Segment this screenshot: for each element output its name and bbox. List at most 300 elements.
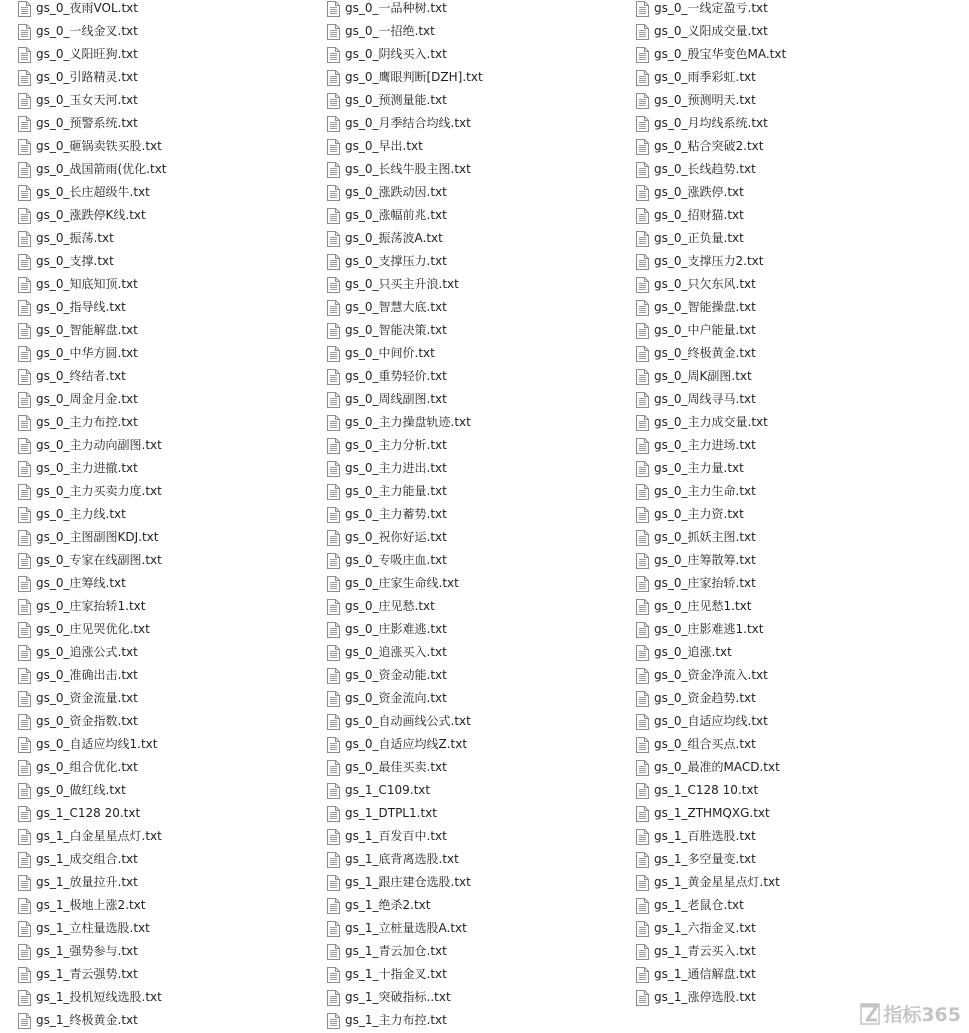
file-name: gs_0_阴线买入.txt: [345, 47, 447, 61]
file-item[interactable]: [327, 20, 636, 43]
text-file-icon: [636, 254, 649, 270]
file-name: gs_0_庄见愁.txt: [345, 599, 435, 613]
file-item[interactable]: [18, 0, 327, 20]
file-item[interactable]: [636, 457, 945, 480]
text-file-icon: [327, 208, 340, 224]
file-name: gs_0_主力能量.txt: [345, 484, 447, 498]
file-name: gs_0_振荡.txt: [36, 231, 114, 245]
file-item[interactable]: [636, 687, 945, 710]
text-file-icon: [327, 967, 340, 983]
file-item[interactable]: [18, 986, 327, 1009]
text-file-icon: [18, 553, 31, 569]
file-item[interactable]: [636, 319, 945, 342]
file-item[interactable]: [636, 848, 945, 871]
file-name: gs_0_月均线系统.txt: [654, 116, 768, 130]
file-name: gs_0_主图副图KDJ.txt: [36, 530, 159, 544]
file-item[interactable]: [636, 434, 945, 457]
file-name: gs_0_正负量.txt: [654, 231, 744, 245]
file-name: gs_0_主力操盘轨迹.txt: [345, 415, 471, 429]
file-item[interactable]: [18, 503, 327, 526]
file-item[interactable]: [18, 43, 327, 66]
file-name: gs_0_预警系统.txt: [36, 116, 138, 130]
file-name: gs_0_终结者.txt: [36, 369, 126, 383]
file-name: gs_0_长庄超级牛.txt: [36, 185, 150, 199]
file-name: gs_0_自适应均线.txt: [654, 714, 768, 728]
file-name: gs_1_涨停选股.txt: [654, 990, 756, 1004]
file-item[interactable]: [327, 940, 636, 963]
file-item[interactable]: [636, 526, 945, 549]
file-item[interactable]: [327, 963, 636, 986]
text-file-icon: [636, 415, 649, 431]
file-item[interactable]: [18, 917, 327, 940]
file-name: gs_1_ZTHMQXG.txt: [654, 806, 770, 820]
file-name: gs_1_放量拉升.txt: [36, 875, 138, 889]
text-file-icon: [327, 576, 340, 592]
file-item[interactable]: [636, 963, 945, 986]
file-name: gs_0_指导线.txt: [36, 300, 126, 314]
text-file-icon: [327, 392, 340, 408]
file-item[interactable]: [18, 20, 327, 43]
text-file-icon: [636, 277, 649, 293]
file-name: gs_0_周K副图.txt: [654, 369, 752, 383]
file-name: gs_0_长线牛股主图.txt: [345, 162, 471, 176]
file-item[interactable]: [18, 66, 327, 89]
file-name: gs_0_主力蓄势.txt: [345, 507, 447, 521]
file-name: gs_0_资金流向.txt: [345, 691, 447, 705]
file-name: gs_0_支撑压力2.txt: [654, 254, 764, 268]
file-item[interactable]: [636, 20, 945, 43]
file-item[interactable]: [636, 204, 945, 227]
text-file-icon: [636, 231, 649, 247]
text-file-icon: [327, 507, 340, 523]
file-name: gs_0_主力买卖力度.txt: [36, 484, 162, 498]
file-item[interactable]: [636, 825, 945, 848]
file-name: gs_0_追涨买入.txt: [345, 645, 447, 659]
file-name: gs_0_自动画线公式.txt: [345, 714, 471, 728]
file-item[interactable]: [18, 273, 327, 296]
file-item[interactable]: [18, 940, 327, 963]
text-file-icon: [18, 346, 31, 362]
text-file-icon: [18, 24, 31, 40]
file-item[interactable]: [18, 158, 327, 181]
watermark-text: 指标365: [883, 1004, 961, 1026]
file-item[interactable]: [18, 618, 327, 641]
file-item[interactable]: [18, 181, 327, 204]
file-item[interactable]: [636, 710, 945, 733]
file-item[interactable]: [18, 1009, 327, 1032]
file-item[interactable]: [327, 733, 636, 756]
file-name: gs_0_粘合突破2.txt: [654, 139, 764, 153]
file-name: gs_0_抓妖主图.txt: [654, 530, 756, 544]
file-name: gs_0_智能决策.txt: [345, 323, 447, 337]
file-item[interactable]: [636, 0, 945, 20]
file-item[interactable]: [636, 572, 945, 595]
text-file-icon: [18, 323, 31, 339]
file-name: gs_0_玉女天河.txt: [36, 93, 138, 107]
file-item[interactable]: [327, 710, 636, 733]
text-file-icon: [636, 921, 649, 937]
file-item[interactable]: [18, 227, 327, 250]
text-file-icon: [18, 576, 31, 592]
text-file-icon: [18, 438, 31, 454]
file-item[interactable]: [18, 112, 327, 135]
file-item[interactable]: [327, 0, 636, 20]
file-name: gs_1_C128 20.txt: [36, 806, 141, 820]
file-item[interactable]: [18, 871, 327, 894]
file-item[interactable]: [636, 779, 945, 802]
file-item[interactable]: [636, 66, 945, 89]
file-item[interactable]: [327, 181, 636, 204]
file-name: gs_0_只欠东风.txt: [654, 277, 756, 291]
file-item[interactable]: [327, 986, 636, 1009]
file-name: gs_0_殷宝华变色MA.txt: [654, 47, 787, 61]
file-item[interactable]: [18, 457, 327, 480]
file-name: gs_0_预测量能.txt: [345, 93, 447, 107]
file-item[interactable]: [18, 825, 327, 848]
file-name: gs_0_周线寻马.txt: [654, 392, 756, 406]
file-item[interactable]: [636, 388, 945, 411]
file-item[interactable]: [18, 296, 327, 319]
text-file-icon: [636, 70, 649, 86]
text-file-icon: [636, 714, 649, 730]
text-file-icon: [18, 714, 31, 730]
file-name: gs_0_周金月金.txt: [36, 392, 138, 406]
text-file-icon: [327, 139, 340, 155]
text-file-icon: [18, 944, 31, 960]
file-item[interactable]: [636, 365, 945, 388]
file-name: gs_0_资金趋势.txt: [654, 691, 756, 705]
text-file-icon: [327, 185, 340, 201]
file-item[interactable]: [327, 848, 636, 871]
file-item[interactable]: [327, 204, 636, 227]
text-file-icon: [636, 898, 649, 914]
text-file-icon: [636, 875, 649, 891]
file-item[interactable]: [636, 618, 945, 641]
text-file-icon: [18, 231, 31, 247]
text-file-icon: [327, 714, 340, 730]
file-name: gs_0_庄筹线.txt: [36, 576, 126, 590]
file-item[interactable]: [18, 434, 327, 457]
text-file-icon: [327, 369, 340, 385]
file-item[interactable]: [18, 411, 327, 434]
file-item[interactable]: [327, 135, 636, 158]
file-item[interactable]: [327, 595, 636, 618]
file-name: gs_0_一招绝.txt: [345, 24, 435, 38]
text-file-icon: [18, 967, 31, 983]
file-item[interactable]: [18, 250, 327, 273]
file-name: gs_1_终极黄金.txt: [36, 1013, 138, 1027]
file-item[interactable]: [18, 365, 327, 388]
file-item[interactable]: [327, 319, 636, 342]
file-item[interactable]: [18, 135, 327, 158]
file-item[interactable]: [327, 434, 636, 457]
file-item[interactable]: [18, 572, 327, 595]
text-file-icon: [327, 852, 340, 868]
file-item[interactable]: [636, 733, 945, 756]
text-file-icon: [18, 415, 31, 431]
text-file-icon: [327, 921, 340, 937]
text-file-icon: [636, 645, 649, 661]
text-file-icon: [636, 369, 649, 385]
text-file-icon: [18, 783, 31, 799]
file-item[interactable]: [636, 756, 945, 779]
file-item[interactable]: [18, 963, 327, 986]
file-item[interactable]: [327, 917, 636, 940]
file-item[interactable]: [636, 664, 945, 687]
text-file-icon: [18, 461, 31, 477]
text-file-icon: [327, 530, 340, 546]
file-name: gs_0_资金净流入.txt: [654, 668, 768, 682]
file-item[interactable]: [327, 342, 636, 365]
file-name: gs_1_C128 10.txt: [654, 783, 759, 797]
file-name: gs_0_长线趋势.txt: [654, 162, 756, 176]
file-item[interactable]: [18, 641, 327, 664]
file-item[interactable]: [18, 204, 327, 227]
text-file-icon: [18, 921, 31, 937]
file-name: gs_0_招财猫.txt: [654, 208, 744, 222]
file-name: gs_0_战国箭雨(优化.txt: [36, 162, 167, 176]
file-name: gs_0_主力线.txt: [36, 507, 126, 521]
file-item[interactable]: [327, 503, 636, 526]
text-file-icon: [18, 392, 31, 408]
text-file-icon: [636, 944, 649, 960]
file-name: gs_1_青云强势.txt: [36, 967, 138, 981]
file-item[interactable]: [327, 618, 636, 641]
file-item[interactable]: [18, 89, 327, 112]
file-item[interactable]: [327, 457, 636, 480]
file-item[interactable]: [636, 894, 945, 917]
file-item[interactable]: [636, 250, 945, 273]
file-item[interactable]: [327, 411, 636, 434]
file-item[interactable]: [327, 756, 636, 779]
file-name: gs_0_涨跌动因.txt: [345, 185, 447, 199]
file-item[interactable]: [636, 595, 945, 618]
file-item[interactable]: [636, 342, 945, 365]
text-file-icon: [636, 208, 649, 224]
file-name: gs_0_主力进出.txt: [345, 461, 447, 475]
file-item[interactable]: [327, 365, 636, 388]
file-item[interactable]: [636, 43, 945, 66]
file-item[interactable]: [327, 250, 636, 273]
file-item[interactable]: [327, 687, 636, 710]
file-name: gs_0_中华方圆.txt: [36, 346, 138, 360]
text-file-icon: [636, 622, 649, 638]
text-file-icon: [18, 369, 31, 385]
file-name: gs_0_自适应均线1.txt: [36, 737, 158, 751]
file-name: gs_0_准确出击.txt: [36, 668, 138, 682]
text-file-icon: [327, 691, 340, 707]
text-file-icon: [636, 553, 649, 569]
file-name: gs_0_主力动向副图.txt: [36, 438, 162, 452]
file-item[interactable]: [18, 894, 327, 917]
text-file-icon: [327, 277, 340, 293]
text-file-icon: [636, 1, 649, 17]
file-item[interactable]: [327, 158, 636, 181]
file-item[interactable]: [327, 388, 636, 411]
file-item[interactable]: [636, 181, 945, 204]
file-item[interactable]: [636, 112, 945, 135]
file-item[interactable]: [18, 319, 327, 342]
file-name: gs_0_义阳旺狗.txt: [36, 47, 138, 61]
text-file-icon: [636, 967, 649, 983]
text-file-icon: [636, 806, 649, 822]
file-name: gs_0_雨季彩虹.txt: [654, 70, 756, 84]
file-item[interactable]: [636, 549, 945, 572]
file-item[interactable]: [327, 779, 636, 802]
file-name: gs_1_多空量变.txt: [654, 852, 756, 866]
file-item[interactable]: [327, 664, 636, 687]
file-item[interactable]: [18, 388, 327, 411]
file-item[interactable]: [327, 572, 636, 595]
file-item[interactable]: [18, 687, 327, 710]
file-item[interactable]: [18, 526, 327, 549]
file-item[interactable]: [636, 411, 945, 434]
text-file-icon: [18, 70, 31, 86]
file-item[interactable]: [327, 1009, 636, 1032]
file-item[interactable]: [18, 664, 327, 687]
text-file-icon: [636, 392, 649, 408]
text-file-icon: [18, 1013, 31, 1029]
file-name: gs_0_追涨公式.txt: [36, 645, 138, 659]
file-name: gs_0_主力布控.txt: [36, 415, 138, 429]
file-item[interactable]: [636, 296, 945, 319]
text-file-icon: [18, 645, 31, 661]
file-item[interactable]: [18, 480, 327, 503]
file-item[interactable]: [327, 480, 636, 503]
file-item[interactable]: [636, 135, 945, 158]
text-file-icon: [636, 507, 649, 523]
file-list: [18, 0, 958, 1032]
file-item[interactable]: [636, 940, 945, 963]
text-file-icon: [18, 806, 31, 822]
file-item[interactable]: [636, 871, 945, 894]
text-file-icon: [327, 346, 340, 362]
watermark: [860, 1000, 961, 1027]
file-item[interactable]: [636, 158, 945, 181]
file-name: gs_0_主力成交量.txt: [654, 415, 768, 429]
file-name: gs_1_投机短线选股.txt: [36, 990, 162, 1004]
text-file-icon: [636, 185, 649, 201]
text-file-icon: [18, 622, 31, 638]
file-name: gs_0_主力进场.txt: [654, 438, 756, 452]
text-file-icon: [636, 576, 649, 592]
file-name: gs_0_中间价.txt: [345, 346, 435, 360]
file-item[interactable]: [327, 871, 636, 894]
file-item[interactable]: [327, 894, 636, 917]
file-item[interactable]: [327, 66, 636, 89]
text-file-icon: [636, 300, 649, 316]
file-item[interactable]: [327, 296, 636, 319]
file-item[interactable]: [636, 273, 945, 296]
file-item[interactable]: [327, 641, 636, 664]
file-name: gs_1_极地上涨2.txt: [36, 898, 146, 912]
file-item[interactable]: [18, 802, 327, 825]
text-file-icon: [636, 852, 649, 868]
file-name: gs_0_庄家抬轿.txt: [654, 576, 756, 590]
file-item[interactable]: [18, 779, 327, 802]
file-name: gs_0_支撑.txt: [36, 254, 114, 268]
file-name: gs_1_百发百中.txt: [345, 829, 447, 843]
text-file-icon: [18, 530, 31, 546]
file-item[interactable]: [18, 848, 327, 871]
text-file-icon: [327, 116, 340, 132]
file-item[interactable]: [327, 526, 636, 549]
file-name: gs_0_涨跌停.txt: [654, 185, 744, 199]
text-file-icon: [18, 47, 31, 63]
text-file-icon: [636, 93, 649, 109]
file-item[interactable]: [636, 89, 945, 112]
file-item[interactable]: [18, 342, 327, 365]
file-name: gs_1_老鼠仓.txt: [654, 898, 744, 912]
text-file-icon: [636, 24, 649, 40]
file-item[interactable]: [636, 503, 945, 526]
text-file-icon: [327, 737, 340, 753]
file-item[interactable]: [18, 733, 327, 756]
text-file-icon: [327, 300, 340, 316]
file-name: gs_0_资金指数.txt: [36, 714, 138, 728]
file-name: gs_0_庄筹散筹.txt: [654, 553, 756, 567]
file-name: gs_0_一品种树.txt: [345, 1, 447, 15]
file-item[interactable]: [18, 549, 327, 572]
file-item[interactable]: [636, 802, 945, 825]
file-name: gs_1_立桩量选股A.txt: [345, 921, 467, 935]
file-item[interactable]: [327, 825, 636, 848]
watermark-logo-icon: [860, 1003, 880, 1025]
text-file-icon: [327, 70, 340, 86]
file-item[interactable]: [636, 917, 945, 940]
text-file-icon: [327, 461, 340, 477]
file-item[interactable]: [327, 802, 636, 825]
file-name: gs_1_底背离选股.txt: [345, 852, 459, 866]
file-item[interactable]: [327, 549, 636, 572]
file-item[interactable]: [327, 273, 636, 296]
file-name: gs_0_涨跌停K线.txt: [36, 208, 146, 222]
text-file-icon: [18, 93, 31, 109]
file-item[interactable]: [327, 89, 636, 112]
text-file-icon: [18, 852, 31, 868]
text-file-icon: [327, 829, 340, 845]
text-file-icon: [18, 1, 31, 17]
text-file-icon: [327, 668, 340, 684]
file-item[interactable]: [327, 112, 636, 135]
file-name: gs_0_追涨.txt: [654, 645, 732, 659]
text-file-icon: [18, 737, 31, 753]
file-name: gs_1_六指金叉.txt: [654, 921, 756, 935]
text-file-icon: [636, 990, 649, 1006]
file-item[interactable]: [327, 43, 636, 66]
file-item[interactable]: [18, 710, 327, 733]
file-name: gs_0_资金动能.txt: [345, 668, 447, 682]
file-name: gs_0_早出.txt: [345, 139, 423, 153]
file-name: gs_0_周线副图.txt: [345, 392, 447, 406]
file-item[interactable]: [18, 756, 327, 779]
file-name: gs_1_立柱量选股.txt: [36, 921, 150, 935]
text-file-icon: [18, 599, 31, 615]
file-item[interactable]: [636, 641, 945, 664]
text-file-icon: [18, 185, 31, 201]
file-item[interactable]: [636, 227, 945, 250]
file-item[interactable]: [18, 595, 327, 618]
file-name: gs_1_白金星星点灯.txt: [36, 829, 162, 843]
file-name: gs_0_智能解盘.txt: [36, 323, 138, 337]
file-item[interactable]: [636, 480, 945, 503]
file-name: gs_0_祝你好运.txt: [345, 530, 447, 544]
file-name: gs_0_砸锅卖铁买股.txt: [36, 139, 162, 153]
text-file-icon: [327, 415, 340, 431]
text-file-icon: [636, 691, 649, 707]
text-file-icon: [636, 760, 649, 776]
file-item[interactable]: [327, 227, 636, 250]
